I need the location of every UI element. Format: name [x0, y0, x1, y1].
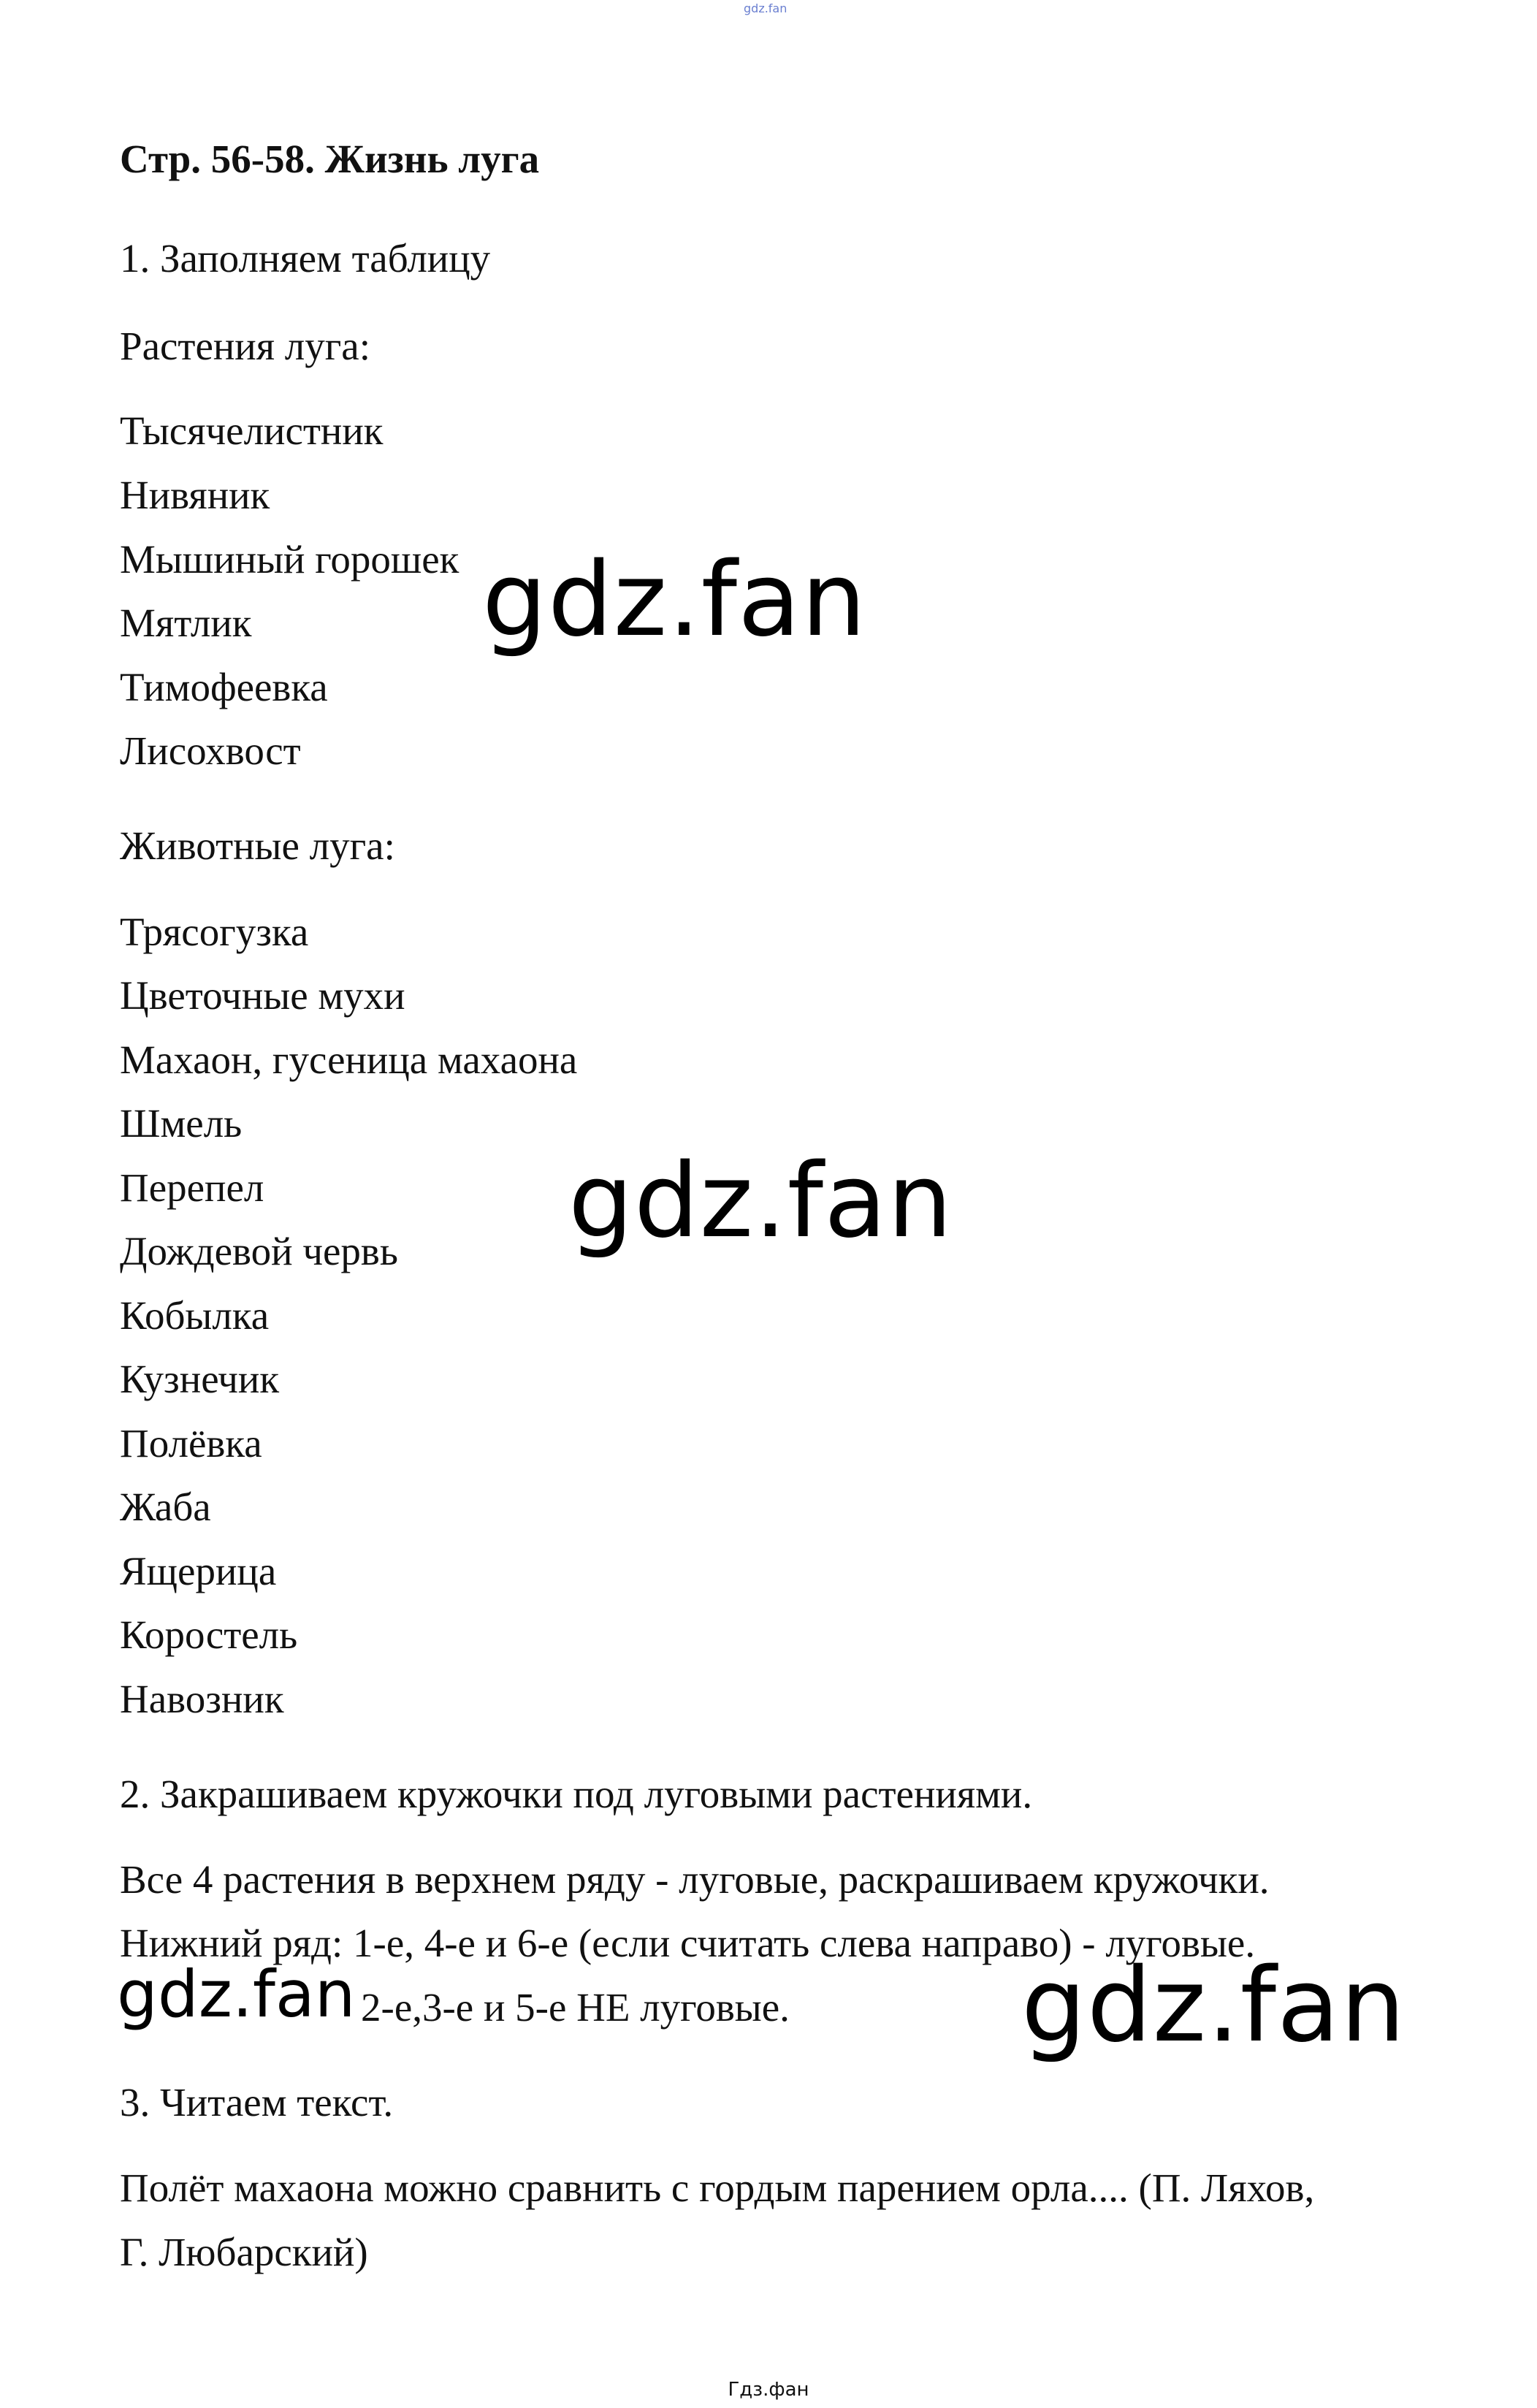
task3-heading: 3. Читаем текст.	[120, 2080, 394, 2125]
animal-item: Кобылка	[120, 1293, 270, 1338]
animal-item: Перепел	[120, 1165, 264, 1210]
task2-line: Все 4 растения в верхнем ряду - луговые, раскрашиваем кружочки.	[120, 1857, 1270, 1902]
plant-item: Нивяник	[120, 473, 270, 517]
task2-heading: 2. Закрашиваем кружочки под луговыми растениями.	[120, 1772, 1033, 1816]
animal-item: Шмель	[120, 1101, 243, 1146]
animal-item: Махаон, гусеница махаона	[120, 1037, 578, 1082]
task1-heading: 1. Заполняем таблицу	[120, 236, 491, 281]
plant-item: Мятлик	[120, 601, 252, 645]
watermark-logo: gdz.fan	[1021, 1946, 1406, 2065]
animal-item: Коростель	[120, 1612, 298, 1657]
task2-line: Нижний ряд: 1-е, 4-е и 6-е (если считать слева направо) - луговые.	[120, 1921, 1256, 1965]
animal-item: Навозник	[120, 1677, 284, 1721]
animal-item: Дождевой червь	[120, 1229, 398, 1273]
task3-line: Полёт махаона можно сравнить с гордым парением орла.... (П. Ляхов,	[120, 2165, 1315, 2210]
plant-item: Тимофеевка	[120, 665, 328, 709]
watermark-logo: gdz.fan	[482, 541, 867, 660]
plant-item: Тысячелистник	[120, 408, 384, 453]
page-title: Стр. 56-58. Жизнь луга	[120, 137, 540, 181]
top-watermark: gdz.fan	[744, 1, 787, 15]
animal-item: Ящерица	[120, 1549, 277, 1593]
animal-item: Кузнечик	[120, 1357, 280, 1401]
watermark-logo: gdz.fan	[117, 1956, 356, 2032]
page-footer: Гдз.фан	[728, 2379, 809, 2401]
animal-item: Трясогузка	[120, 910, 309, 954]
watermark-logo: gdz.fan	[568, 1142, 953, 1261]
task2-line: 2-е,3-е и 5-е НЕ луговые.	[361, 1985, 790, 2030]
animal-item: Цветочные мухи	[120, 973, 405, 1018]
animals-label: Животные луга:	[120, 823, 395, 868]
plant-item: Мышиный горошек	[120, 537, 459, 582]
animal-item: Жаба	[120, 1485, 211, 1529]
animal-item: Полёвка	[120, 1421, 262, 1466]
plant-item: Лисохвост	[120, 728, 301, 773]
plants-label: Растения луга:	[120, 324, 370, 368]
task3-line: Г. Любарский)	[120, 2230, 368, 2274]
